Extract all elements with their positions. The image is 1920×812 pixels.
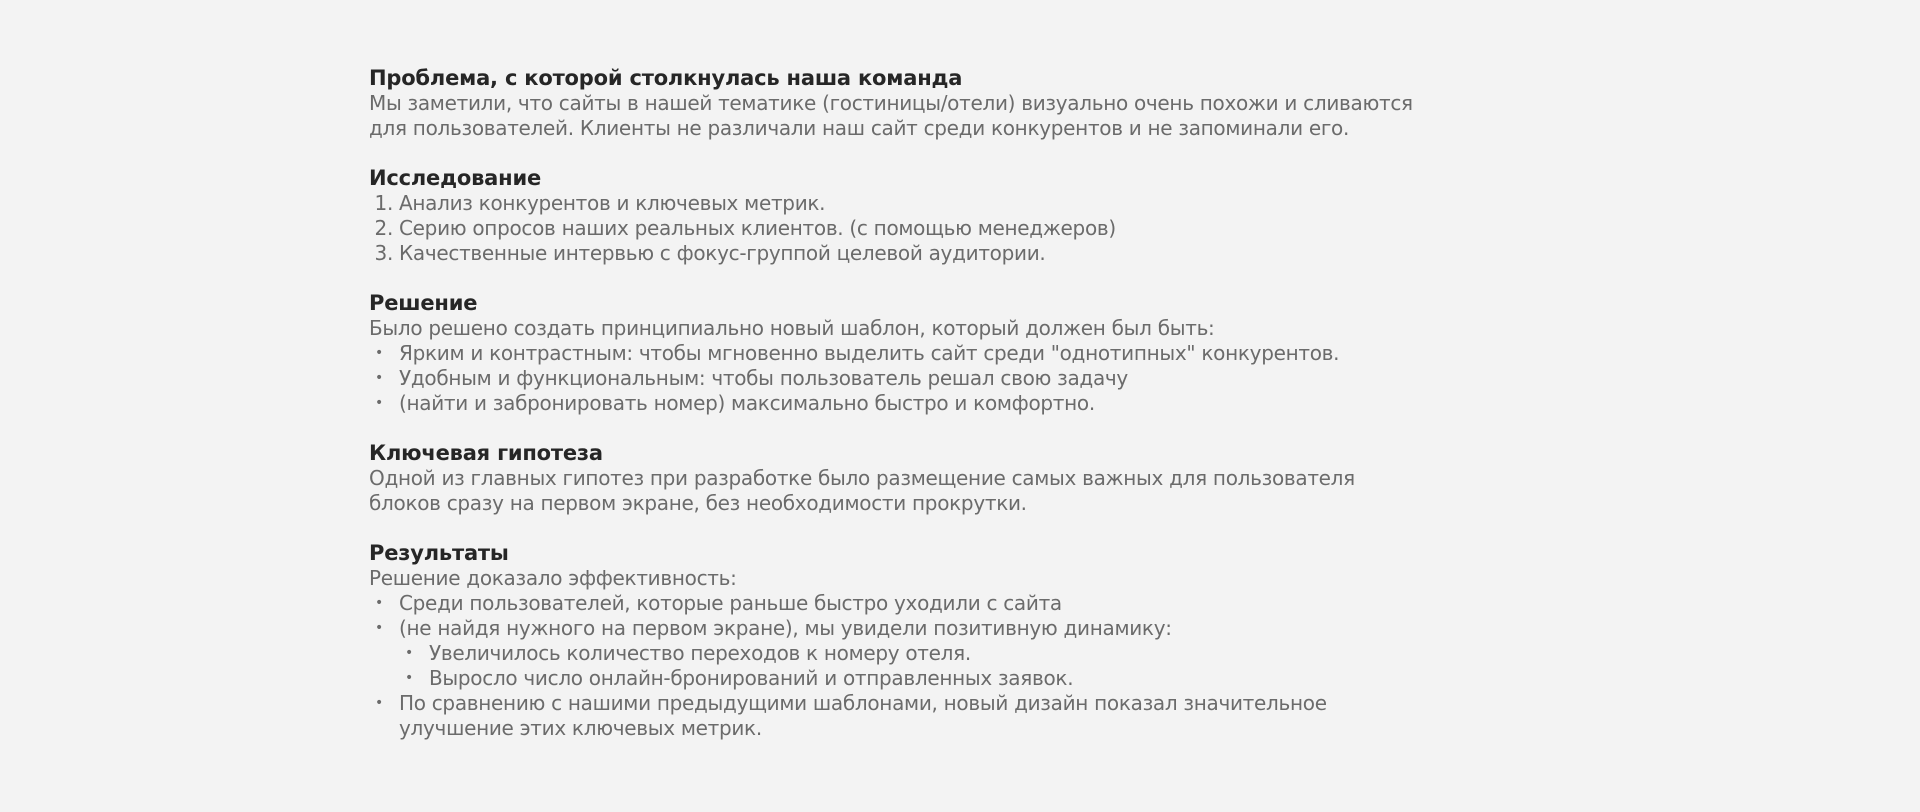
bullet-icon: • [375,395,383,411]
sub-list-item-text: Увеличилось количество переходов к номеру отеля. [429,641,971,665]
list-item-text: (найти и забронировать номер) максимально быстро и комфортно. [399,391,1095,415]
list-item-text: Среди пользователей, которые раньше быстро уходили с сайта [399,591,1062,615]
sub-list-item-text: Выросло число онлайн-бронирований и отправленных заявок. [429,666,1074,690]
hypothesis-heading: Ключевая гипотеза [369,441,603,465]
problem-section [369,66,1669,141]
list-item-text: Серию опросов наших реальных клиентов. (с помощью менеджеров) [399,216,1116,240]
list-item-text: Ярким и контрастным: чтобы мгновенно выделить сайт среди "однотипных" конкурентов. [399,341,1340,365]
sub-list-item [399,641,1669,666]
list-item [369,391,1669,416]
list-number: 3. [374,241,393,265]
case-study-document [369,66,1669,766]
solution-heading: Решение [369,291,478,315]
research-list [369,191,1669,266]
problem-text-line: Мы заметили, что сайты в нашей тематике (гостиницы/отели) визуально очень похожи и сливаются [369,91,1413,115]
bullet-icon: • [405,645,413,661]
list-item-text: Удобным и функциональным: чтобы пользователь решал свою задачу [399,366,1128,390]
sub-list-item [399,666,1669,691]
results-heading: Результаты [369,541,509,565]
hypothesis-section [369,441,1669,516]
list-item [369,691,1669,741]
list-item [369,216,1669,241]
results-sub-list [399,641,1669,691]
list-item [369,366,1669,391]
problem-text-line: для пользователей. Клиенты не различали наш сайт среди конкурентов и не запоминали его. [369,116,1350,140]
results-list [369,591,1669,741]
solution-section [369,291,1669,416]
hypothesis-text-line: блоков сразу на первом экране, без необходимости прокрутки. [369,491,1027,515]
research-heading: Исследование [369,166,542,190]
results-section [369,541,1669,741]
bullet-icon: • [375,595,383,611]
list-item-text: По сравнению с нашими предыдущими шаблонами, новый дизайн показал значительное [399,691,1327,715]
bullet-icon: • [375,620,383,636]
bullet-icon: • [405,670,413,686]
results-intro: Решение доказало эффективность: [369,566,737,590]
research-section [369,166,1669,266]
list-item-text: Анализ конкурентов и ключевых метрик. [399,191,826,215]
bullet-icon: • [375,370,383,386]
list-item-text: Качественные интервью с фокус-группой целевой аудитории. [399,241,1046,265]
bullet-icon: • [375,345,383,361]
solution-intro: Было решено создать принципиально новый шаблон, который должен был быть: [369,316,1215,340]
bullet-icon: • [375,695,383,711]
list-item [369,241,1669,266]
problem-heading: Проблема, с которой столкнулась наша команда [369,66,963,90]
solution-list [369,341,1669,416]
list-item-text: (не найдя нужного на первом экране), мы увидели позитивную динамику: [399,616,1172,640]
list-item-text: улучшение этих ключевых метрик. [399,716,762,740]
list-number: 1. [374,191,393,215]
list-item [369,191,1669,216]
hypothesis-text-line: Одной из главных гипотез при разработке было размещение самых важных для пользователя [369,466,1355,490]
list-item [369,616,1669,691]
list-item [369,591,1669,616]
list-number: 2. [374,216,393,240]
list-item [369,341,1669,366]
